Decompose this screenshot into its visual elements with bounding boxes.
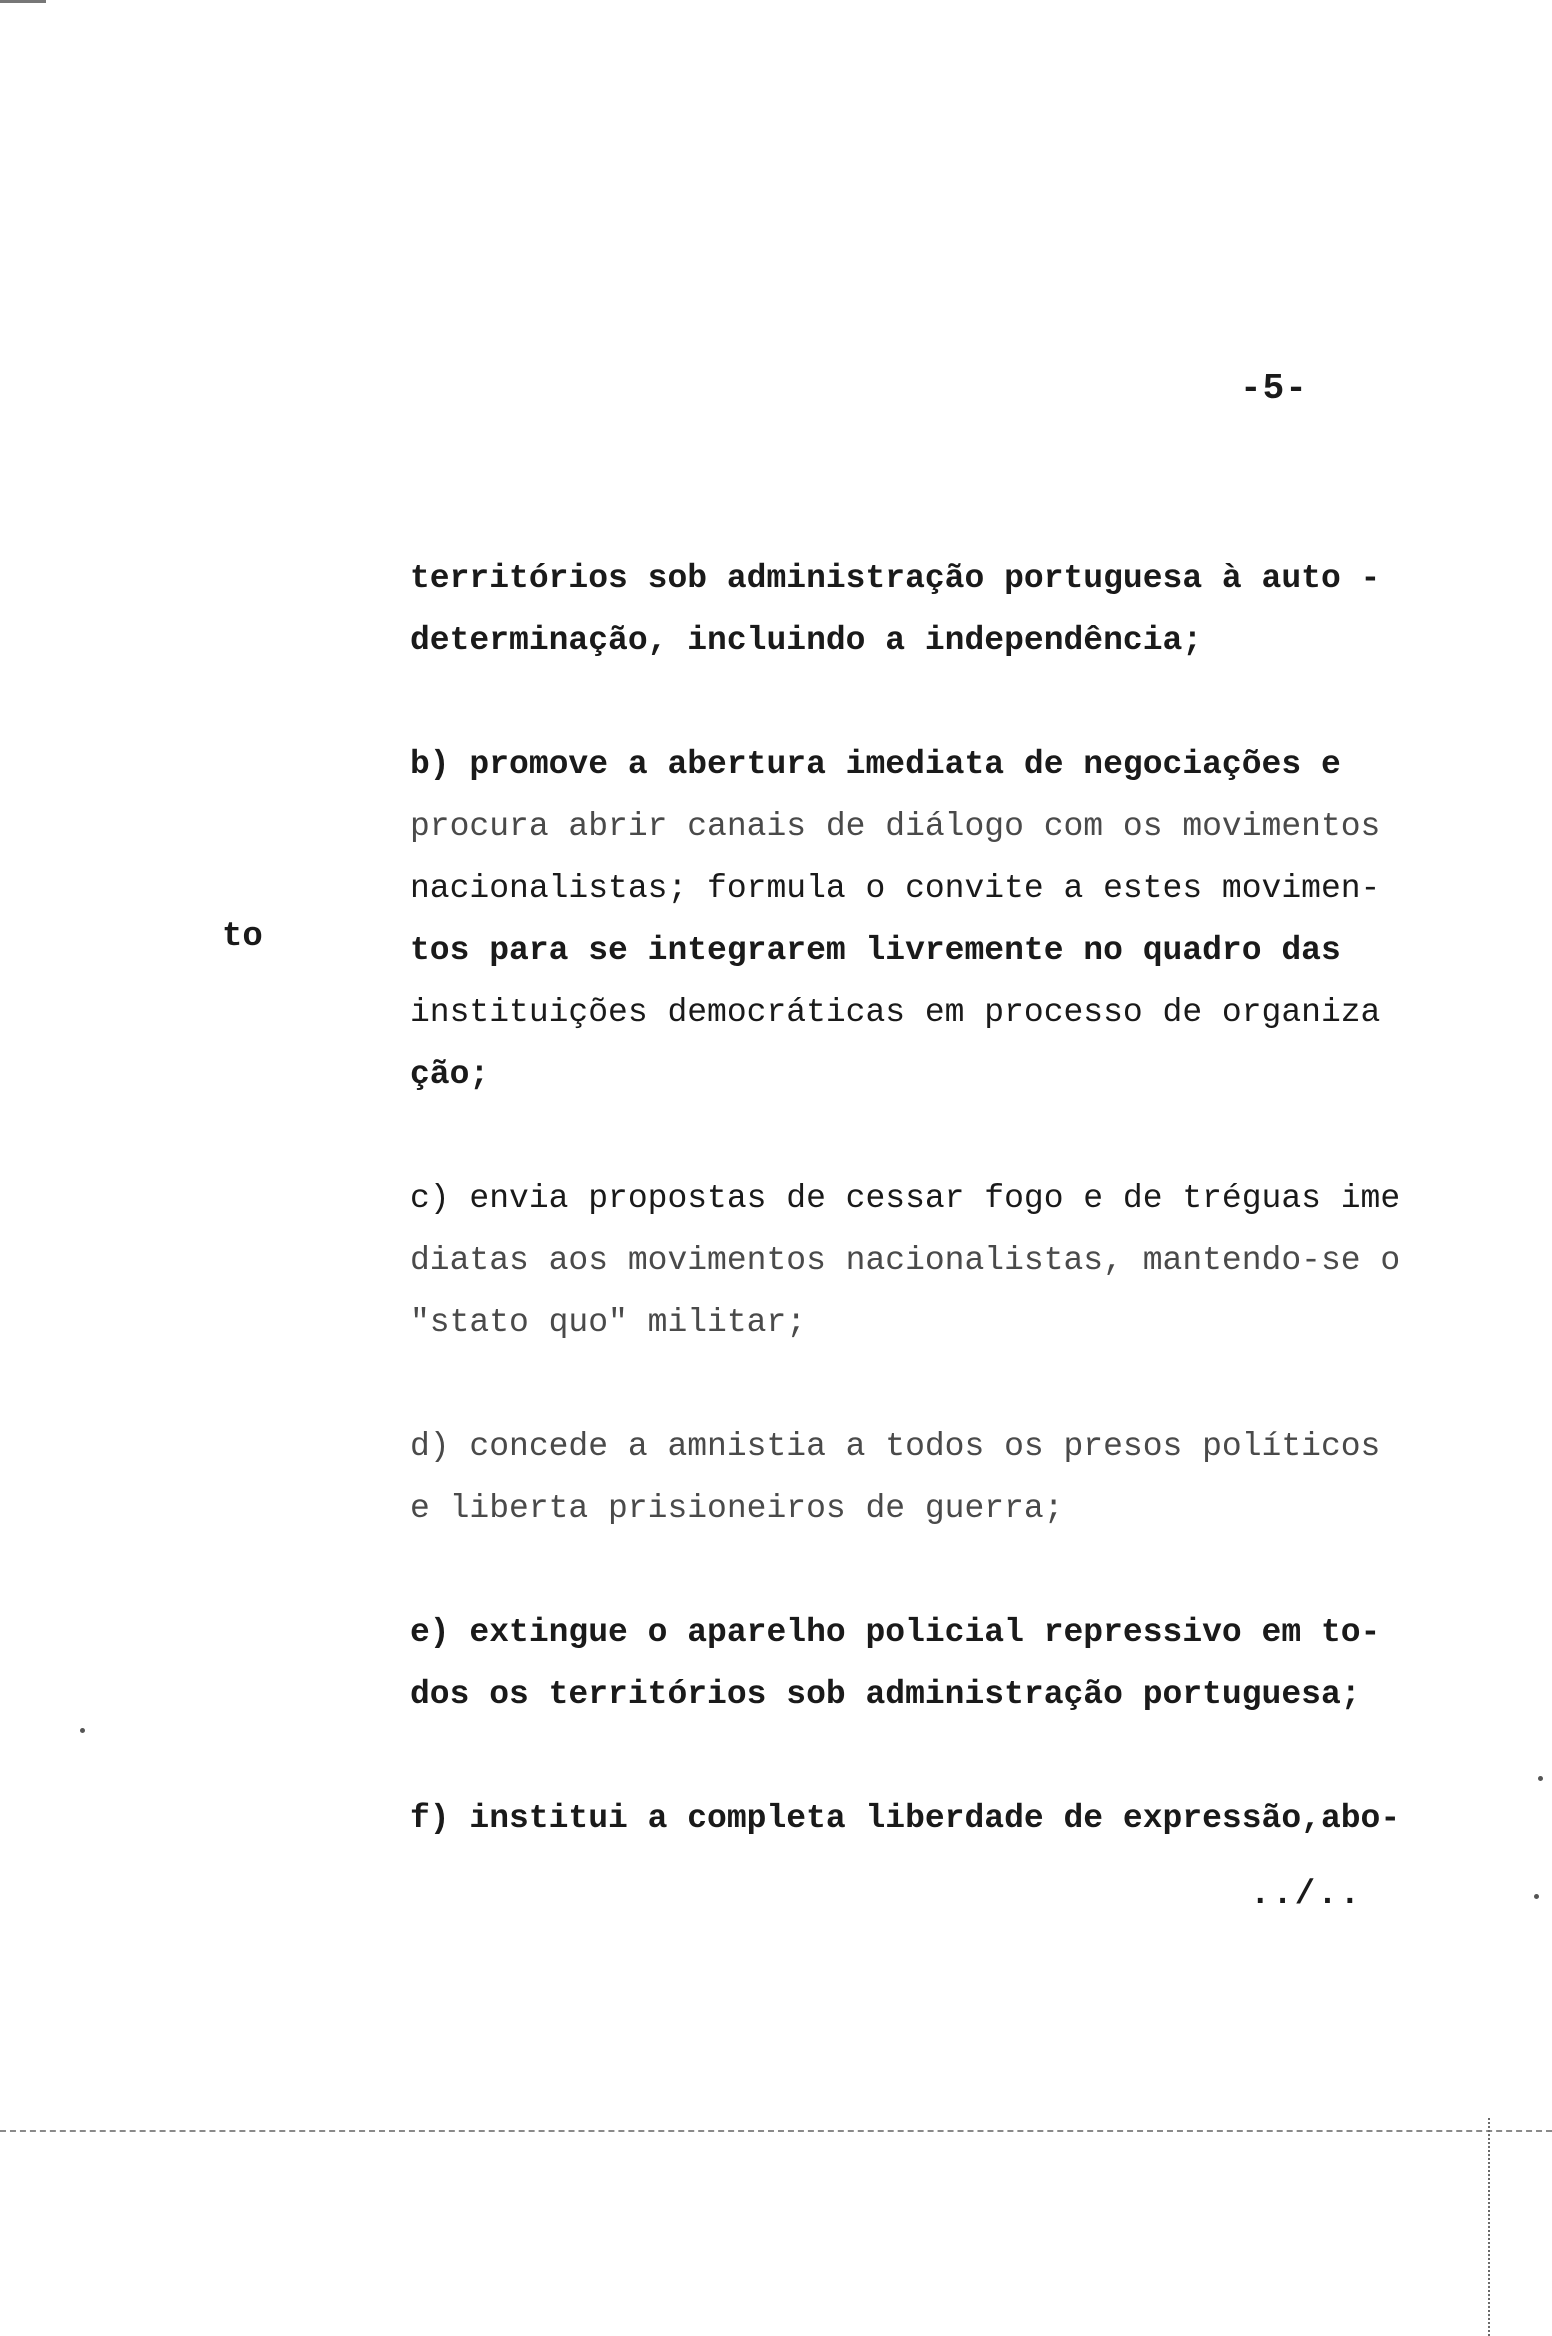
text-line: territórios sob administração portuguesa à auto - [410, 560, 1381, 597]
text-line: b) promove a abertura imediata de negociações e [410, 746, 1341, 783]
scan-fold-line [0, 2130, 1552, 2132]
scan-corner-mark [0, 0, 46, 3]
text-line: diatas aos movimentos nacionalistas, mantendo-se o [410, 1242, 1401, 1279]
text-line: d) concede a amnistia a todos os presos políticos [410, 1428, 1381, 1465]
text-line: determinação, incluindo a independência; [410, 622, 1203, 659]
text-line: instituições democráticas em processo de organiza [410, 994, 1381, 1031]
text-line: dos os territórios sob administração portuguesa; [410, 1676, 1361, 1713]
text-line: f) institui a completa liberdade de expressão,abo- [410, 1800, 1401, 1837]
text-line: c) envia propostas de cessar fogo e de tréguas ime [410, 1180, 1401, 1217]
text-line: "stato quo" militar; [410, 1304, 807, 1341]
text-line: procura abrir canais de diálogo com os movimentos [410, 808, 1381, 845]
text-line: ção; [410, 1056, 490, 1093]
text-line: nacionalistas; formula o convite a estes movimen- [410, 870, 1381, 907]
scan-speck [1534, 1894, 1539, 1899]
text-line: tos para se integrarem livremente no quadro das [410, 932, 1341, 969]
paragraph-f [410, 1788, 1470, 1850]
scan-edge-line [1488, 2118, 1490, 2336]
scan-speck [1538, 1776, 1543, 1781]
paragraph-b [410, 734, 1470, 1106]
text-line: e) extingue o aparelho policial repressivo em to- [410, 1614, 1381, 1651]
paragraph-d [410, 1416, 1470, 1540]
margin-note: to [222, 918, 263, 956]
paragraph-c [410, 1168, 1470, 1354]
text-line: e liberta prisioneiros de guerra; [410, 1490, 1064, 1527]
paragraph-a-continuation [410, 548, 1470, 672]
paragraph-e [410, 1602, 1470, 1726]
page-number: -5- [1240, 368, 1308, 409]
scan-speck [80, 1728, 85, 1733]
continuation-mark: ../.. [1250, 1876, 1363, 1914]
document-body [410, 548, 1470, 1912]
